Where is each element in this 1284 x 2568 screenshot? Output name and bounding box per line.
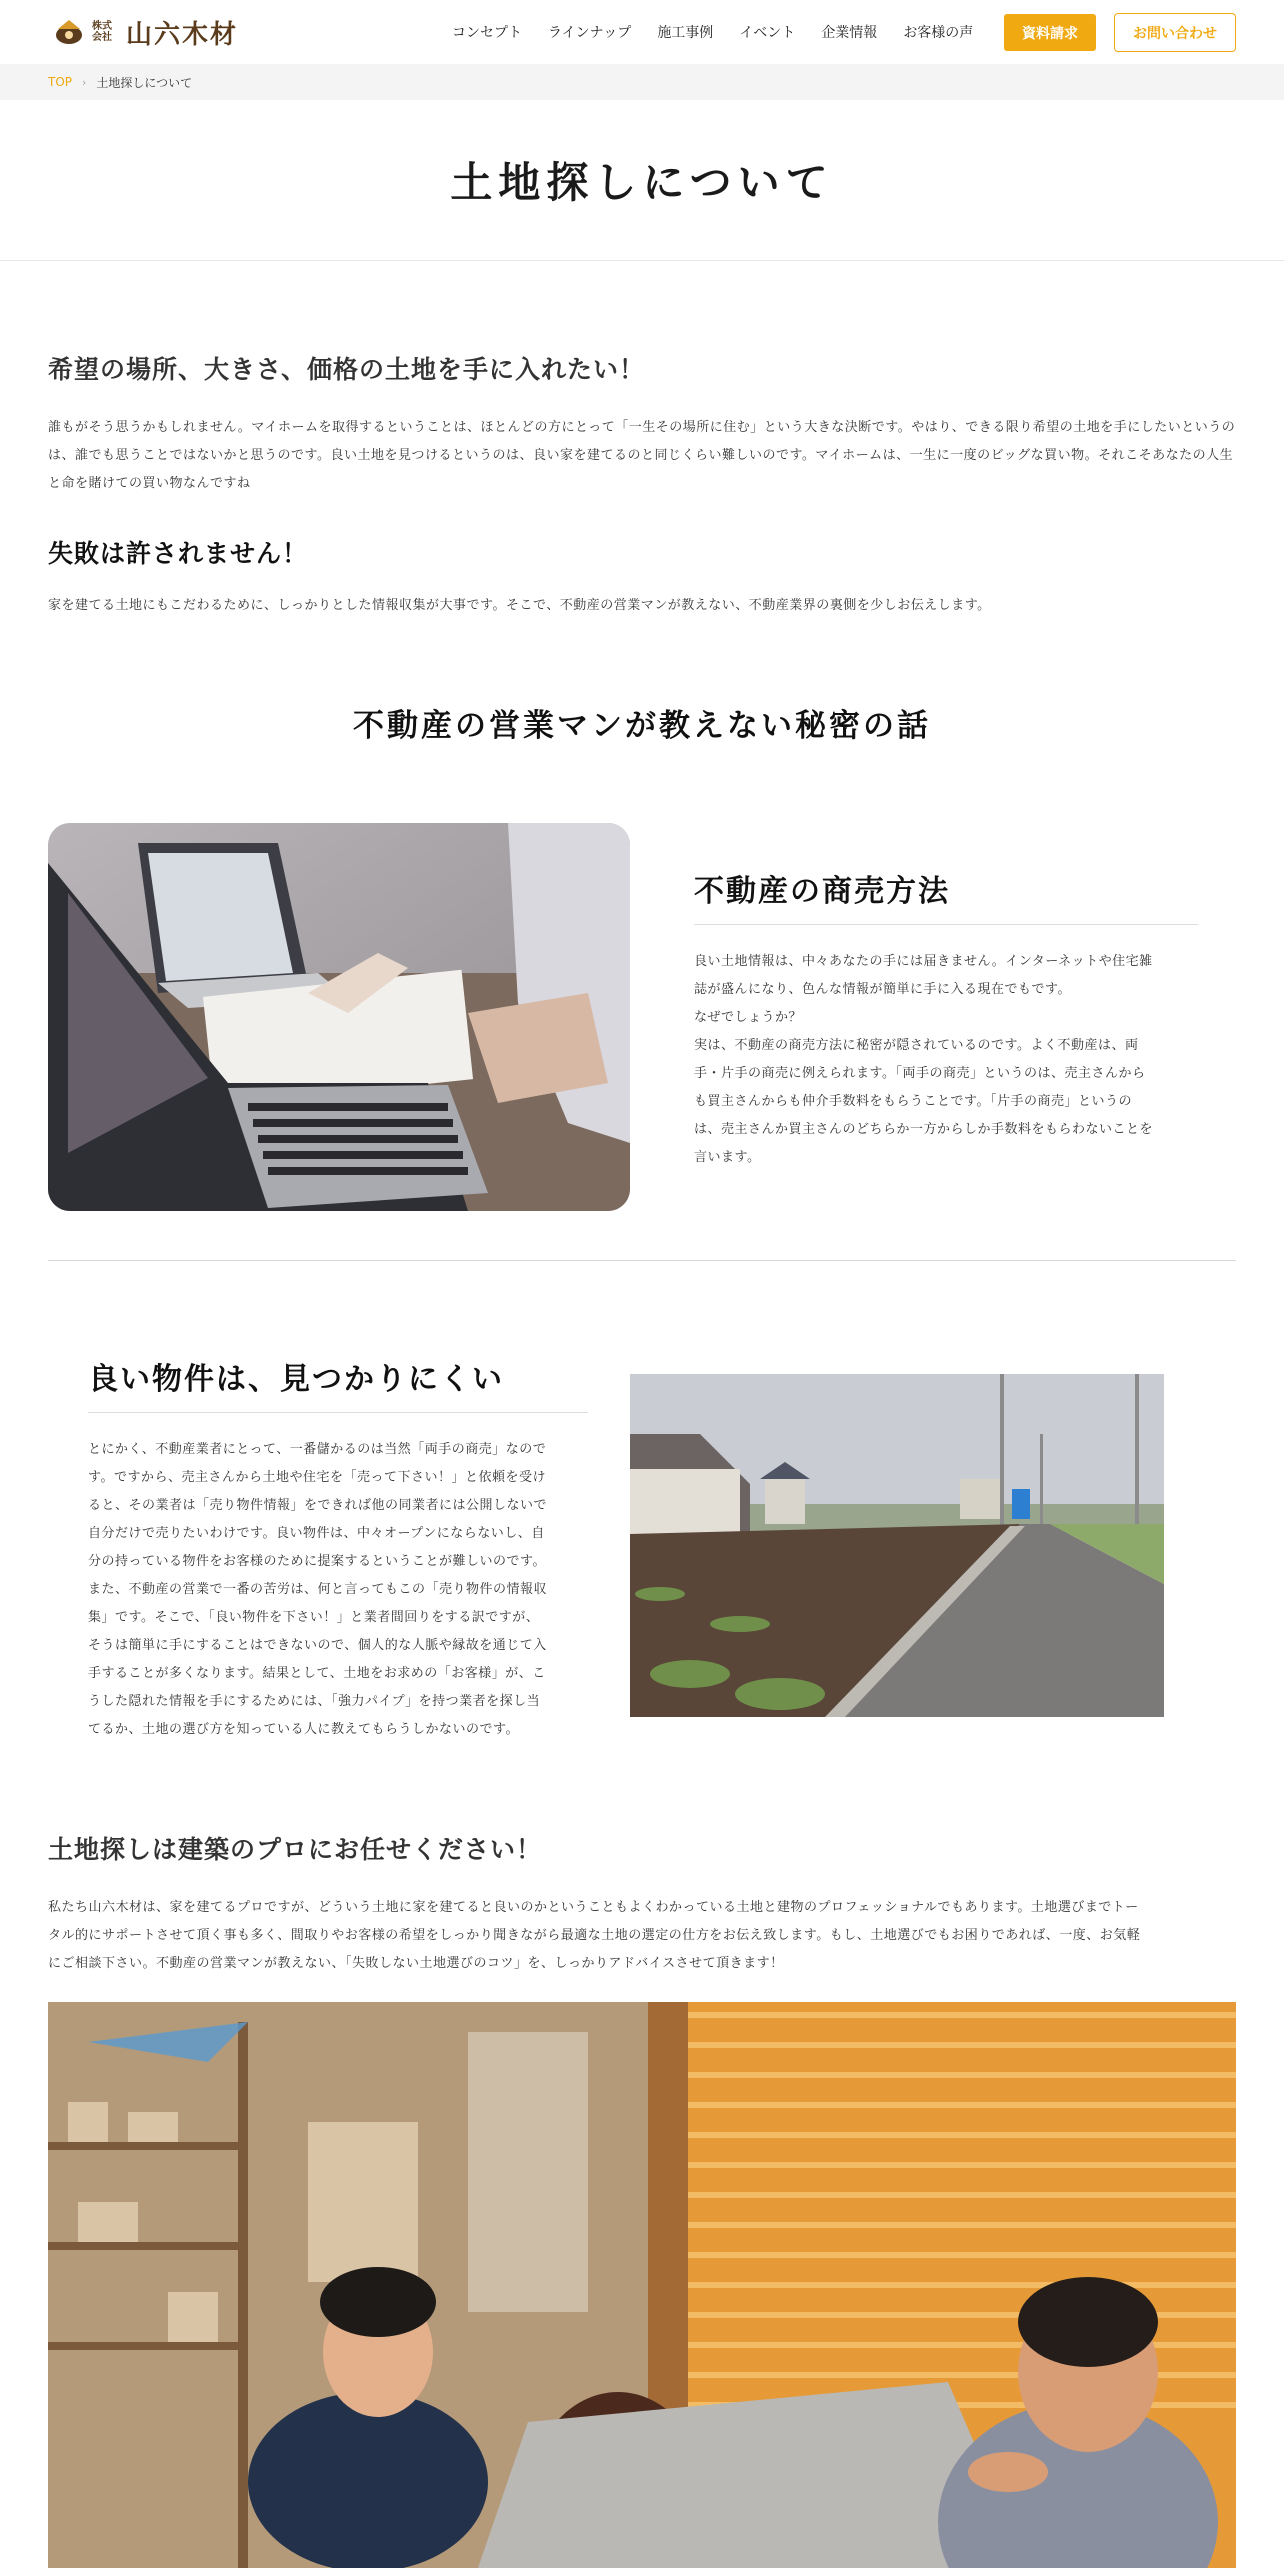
hard-to-find-body xyxy=(88,1436,608,1744)
method-line: は、売主さんか買主さんのどちらか一方からしか手数料をもらわないことを xyxy=(694,1122,1154,1137)
hard-to-find-line: ると、その業者は「売り物件情報」をできれば他の同業者には公開しないで xyxy=(88,1498,548,1513)
page-title: 土地探しについて xyxy=(450,158,834,207)
method-line: 手・片手の商売に例えられます。「両手の商売」というのは、売主さんから xyxy=(694,1066,1146,1081)
section-divider xyxy=(48,1260,1236,1261)
intro-body: 誰もがそう思うかもしれません。マイホームを取得するということは、ほとんどの方にとって「一生その場所に住む」という大きな決断です。やはり、できる限り希望の土地を手にしたいというのは、誰でも思うことではないかと思うのです。良い土地を見つけるというのは、良い家を建てるのと同じくらい難しいのです。マイホームは、一生に一度のビッグな買い物。それこそあなたの人生と命を賭けての買い物なんですね xyxy=(48,420,1236,491)
pro-heading-wrap xyxy=(48,1830,1236,1866)
hard-to-find-line: 集」です。そこで、「良い物件を下さい！」と業者間回りをする訳ですが、 xyxy=(88,1610,540,1625)
hard-to-find-heading-wrap xyxy=(88,1354,588,1413)
no-fail-body: 家を建てる土地にもこだわるために、しっかりとした情報収集が大事です。そこで、不動産の営業マンが教えない、不動産業界の裏側を少しお伝えします。 xyxy=(48,598,991,613)
secret-heading: 不動産の営業マンが教えない秘密の話 xyxy=(353,708,931,744)
intro-body-wrap xyxy=(48,414,1236,498)
contact-button[interactable]: お問い合わせ xyxy=(1114,13,1236,52)
logo-small-text: 株式会社 xyxy=(92,21,112,43)
method-line: なぜでしょうか？ xyxy=(694,1010,803,1025)
nav-item-lineup[interactable]: ラインナップ xyxy=(548,25,632,41)
hard-to-find-line: とにかく、不動産業者にとって、一番儲かるのは当然「両手の商売」なので xyxy=(88,1442,547,1457)
request-materials-button[interactable]: 資料請求 xyxy=(1004,14,1096,51)
pro-line: にご相談下さい。不動産の営業マンが教えない、「失敗しない土地選びのコツ」を、しっかりアドバイスさせて頂きます！ xyxy=(48,1956,784,1971)
method-heading-wrap xyxy=(694,866,1198,925)
method-heading: 不動産の商売方法 xyxy=(694,866,1198,925)
nav-item-concept[interactable]: コンセプト xyxy=(452,25,522,41)
method-body xyxy=(694,948,1214,1172)
hard-to-find-line: す。ですから、売主さんから土地や住宅を「売って下さい！」と依頼を受け xyxy=(88,1470,546,1485)
breadcrumb xyxy=(0,64,1284,100)
intro-heading: 希望の場所、大きさ、価格の土地を手に入れたい！ xyxy=(48,355,646,384)
logo-mark-icon xyxy=(54,17,84,47)
intro-section xyxy=(48,350,1236,386)
method-line: 誌が盛んになり、色んな情報が簡単に手に入る現在でもです。 xyxy=(694,982,1071,997)
nav-item-company[interactable]: 企業情報 xyxy=(821,25,878,41)
hard-to-find-line: てるか、土地の選び方を知っている人に教えてもらうしかないのです。 xyxy=(88,1722,519,1737)
method-line: 言います。 xyxy=(694,1150,761,1165)
method-line: 実は、不動産の商売方法に秘密が隠されているのです。よく不動産は、両 xyxy=(694,1038,1139,1053)
hard-to-find-line: うした隠れた情報を手にするためには、「強力パイプ」を持つ業者を探し当 xyxy=(88,1694,541,1709)
pro-body xyxy=(48,1894,1236,1978)
nav-item-works[interactable]: 施工事例 xyxy=(657,25,714,41)
method-line: も買主さんからも仲介手数料をもらうことです。「片手の商売」というの xyxy=(694,1094,1132,1109)
method-line: 良い土地情報は、中々あなたの手には届きません。インターネットや住宅雑 xyxy=(694,954,1153,969)
nav-item-events[interactable]: イベント xyxy=(739,25,796,41)
empty-lot-road-image xyxy=(630,1374,1164,1717)
no-fail-section xyxy=(48,534,1236,570)
main-nav xyxy=(452,0,999,64)
meeting-laptop-image xyxy=(48,823,630,1211)
hard-to-find-line: 分の持っている物件をお客様のために提案するということが難しいのです。 xyxy=(88,1554,546,1569)
pro-heading: 土地探しは建築のプロにお任せください！ xyxy=(48,1835,543,1864)
site-header xyxy=(0,0,1284,64)
company-logo[interactable] xyxy=(54,14,238,50)
no-fail-body-wrap xyxy=(48,592,1236,620)
nav-item-voices[interactable]: お客様の声 xyxy=(903,25,974,41)
no-fail-heading: 失敗は許されません！ xyxy=(48,539,309,568)
chevron-right-icon: › xyxy=(82,75,87,89)
breadcrumb-top-link[interactable]: TOP xyxy=(48,75,73,89)
secret-heading-wrap xyxy=(48,700,1236,745)
hard-to-find-heading: 良い物件は、見つかりにくい xyxy=(88,1354,588,1413)
logo-main-text: 山六木材 xyxy=(126,19,239,50)
consultation-meeting-image xyxy=(48,2002,1236,2568)
page-title-band xyxy=(0,100,1284,261)
pro-line: 私たち山六木材は、家を建てるプロですが、どういう土地に家を建てると良いのかということもよくわかっている土地と建物のプロフェッショナルでもあります。土地選びまでトー xyxy=(48,1900,1139,1915)
hard-to-find-line: 手することが多くなります。結果として、土地をお求めの「お客様」が、こ xyxy=(88,1666,546,1681)
hard-to-find-line: そうは簡単に手にすることはできないので、個人的な人脈や縁故を通じて入 xyxy=(88,1638,547,1653)
breadcrumb-current: 土地探しについて xyxy=(96,75,193,90)
hard-to-find-line: 自分だけで売りたいわけです。良い物件は、中々オープンにならないし、自 xyxy=(88,1526,545,1541)
pro-line: タル的にサポートさせて頂く事も多く、間取りやお客様の希望をしっかり聞きながら最適な土地の選定の仕方をお伝え致します。もし、土地選びでもお困りであれば、一度、お気軽 xyxy=(48,1928,1141,1943)
hard-to-find-line: また、不動産の営業で一番の苦労は、何と言ってもこの「売り物件の情報収 xyxy=(88,1582,548,1597)
